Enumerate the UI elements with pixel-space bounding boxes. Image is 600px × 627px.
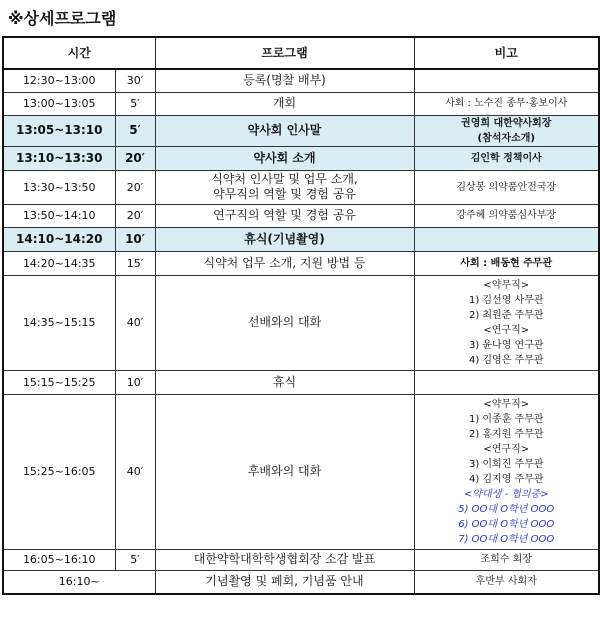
note-text: 4) 김영은 주무관 xyxy=(468,354,544,366)
note-text: 조희수 회장 xyxy=(480,554,532,565)
program-text: 약사회 소개 xyxy=(253,150,316,165)
program-text: 약무직의 역할 및 경험 공유 xyxy=(213,187,356,201)
note-cell xyxy=(414,115,599,146)
note-text: <연구직> xyxy=(483,324,530,336)
note-text: <약무직> xyxy=(483,279,530,291)
program-cell xyxy=(155,549,414,570)
note-text-blue: 7) OO대 O학년 OOO xyxy=(458,533,555,545)
note-text: 3) 윤나영 연구관 xyxy=(468,339,544,351)
table-body xyxy=(3,69,599,594)
note-text: <약무직> xyxy=(483,398,530,410)
time-cell: 13:50~14:10 xyxy=(3,204,115,227)
program-cell xyxy=(155,92,414,115)
program-cell xyxy=(155,275,414,370)
note-text: 4) 김지영 주무관 xyxy=(468,473,544,485)
time-cell: 16:05~16:10 xyxy=(3,549,115,570)
duration-cell: 40′ xyxy=(115,394,155,549)
table-row xyxy=(3,251,599,275)
duration-cell: 40′ xyxy=(115,275,155,370)
note-text: 강주혜 의약품심사부장 xyxy=(456,210,557,221)
note-text: <연구직> xyxy=(483,443,530,455)
note-text: 3) 이희진 주무관 xyxy=(468,458,544,470)
table-header-row xyxy=(3,37,599,69)
duration-cell: 5′ xyxy=(115,92,155,115)
note-cell xyxy=(414,92,599,115)
time-cell: 13:30~13:50 xyxy=(3,170,115,204)
note-text: 권영희 대한약사회장 xyxy=(461,117,552,129)
program-cell xyxy=(155,204,414,227)
note-cell xyxy=(414,146,599,170)
note-cell xyxy=(414,549,599,570)
time-cell: 13:00~13:05 xyxy=(3,92,115,115)
duration-cell: 30′ xyxy=(115,69,155,92)
note-cell xyxy=(414,69,599,92)
duration-cell: 10′ xyxy=(115,227,155,251)
header-note: 비고 xyxy=(414,37,599,69)
note-cell xyxy=(414,275,599,370)
program-text: 대한약학대학학생협회장 소감 발표 xyxy=(193,552,376,566)
table-row xyxy=(3,170,599,204)
duration-cell: 20′ xyxy=(115,146,155,170)
program-text: 식약처 인사말 및 업무 소개, xyxy=(211,172,358,186)
note-text: 김상봉 의약품안전국장 xyxy=(456,181,557,193)
program-cell xyxy=(155,251,414,275)
duration-cell: 5′ xyxy=(115,115,155,146)
time-cell: 15:25~16:05 xyxy=(3,394,115,549)
note-cell xyxy=(414,370,599,394)
duration-cell: 20′ xyxy=(115,170,155,204)
time-cell: 14:20~14:35 xyxy=(3,251,115,275)
program-text: 등록(명찰 배부) xyxy=(243,73,326,88)
program-text: 선배와의 대화 xyxy=(247,315,322,329)
program-cell xyxy=(155,170,414,204)
program-table xyxy=(2,36,600,595)
table-row xyxy=(3,227,599,251)
note-text: 후반부 사회자 xyxy=(475,576,537,588)
time-cell: 14:10~14:20 xyxy=(3,227,115,251)
program-cell xyxy=(155,394,414,549)
note-text-blue: 6) OO대 O학년 OOO xyxy=(458,518,555,530)
duration-cell: 15′ xyxy=(115,251,155,275)
program-text: 개회 xyxy=(272,96,297,110)
page-title: ※상세프로그램 xyxy=(8,9,117,28)
duration-cell: 20′ xyxy=(115,204,155,227)
table-row xyxy=(3,570,599,594)
header-time: 시간 xyxy=(3,37,155,69)
program-text: 기념촬영 및 폐회, 기념품 안내 xyxy=(205,574,364,589)
note-cell xyxy=(414,227,599,251)
duration-cell: 5′ xyxy=(115,549,155,570)
table-row xyxy=(3,92,599,115)
time-cell: 14:35~15:15 xyxy=(3,275,115,370)
program-text: 식약처 업무 소개, 지원 방법 등 xyxy=(203,255,366,270)
program-cell xyxy=(155,69,414,92)
table-row xyxy=(3,115,599,146)
time-cell: 13:10~13:30 xyxy=(3,146,115,170)
program-cell xyxy=(155,370,414,394)
note-cell xyxy=(414,204,599,227)
note-text: (참석자소개) xyxy=(477,132,535,144)
table-row xyxy=(3,204,599,227)
header-program: 프로그램 xyxy=(155,37,414,69)
note-cell xyxy=(414,170,599,204)
program-text: 약사회 인사말 xyxy=(247,123,322,137)
table-row xyxy=(3,69,599,92)
table-row xyxy=(3,146,599,170)
table-row xyxy=(3,370,599,394)
note-text: 2) 최원준 주무관 xyxy=(468,309,544,321)
note-text: 사회 : 배동현 주무관 xyxy=(460,257,553,269)
note-text-blue: 5) OO대 O학년 OOO xyxy=(458,503,555,515)
program-cell xyxy=(155,227,414,251)
note-cell xyxy=(414,394,599,549)
program-text: 연구직의 역할 및 경험 공유 xyxy=(213,208,356,222)
program-cell xyxy=(155,115,414,146)
time-cell: 15:15~15:25 xyxy=(3,370,115,394)
note-cell xyxy=(414,251,599,275)
program-cell xyxy=(155,570,414,594)
table-row xyxy=(3,394,599,549)
note-text: 1) 김선영 사무관 xyxy=(468,294,544,306)
program-text: 휴식(기념촬영) xyxy=(244,231,325,246)
table-row xyxy=(3,275,599,370)
time-cell: 13:05~13:10 xyxy=(3,115,115,146)
note-text: 사회 : 노수진 종무·홍보이사 xyxy=(445,98,568,109)
duration-cell: 10′ xyxy=(115,370,155,394)
table-row xyxy=(3,549,599,570)
note-cell xyxy=(414,570,599,594)
time-cell: 16:10~ xyxy=(3,570,155,594)
note-text: 2) 홍지원 주무관 xyxy=(468,428,544,440)
note-text: 김인학 정책이사 xyxy=(470,152,542,164)
note-text-blue: <약대생 - 협의중> xyxy=(463,488,549,500)
program-text: 후배와의 대화 xyxy=(247,464,322,478)
program-text: 휴식 xyxy=(272,374,297,389)
program-cell xyxy=(155,146,414,170)
time-cell: 12:30~13:00 xyxy=(3,69,115,92)
note-text: 1) 이종훈 주무관 xyxy=(468,413,544,425)
